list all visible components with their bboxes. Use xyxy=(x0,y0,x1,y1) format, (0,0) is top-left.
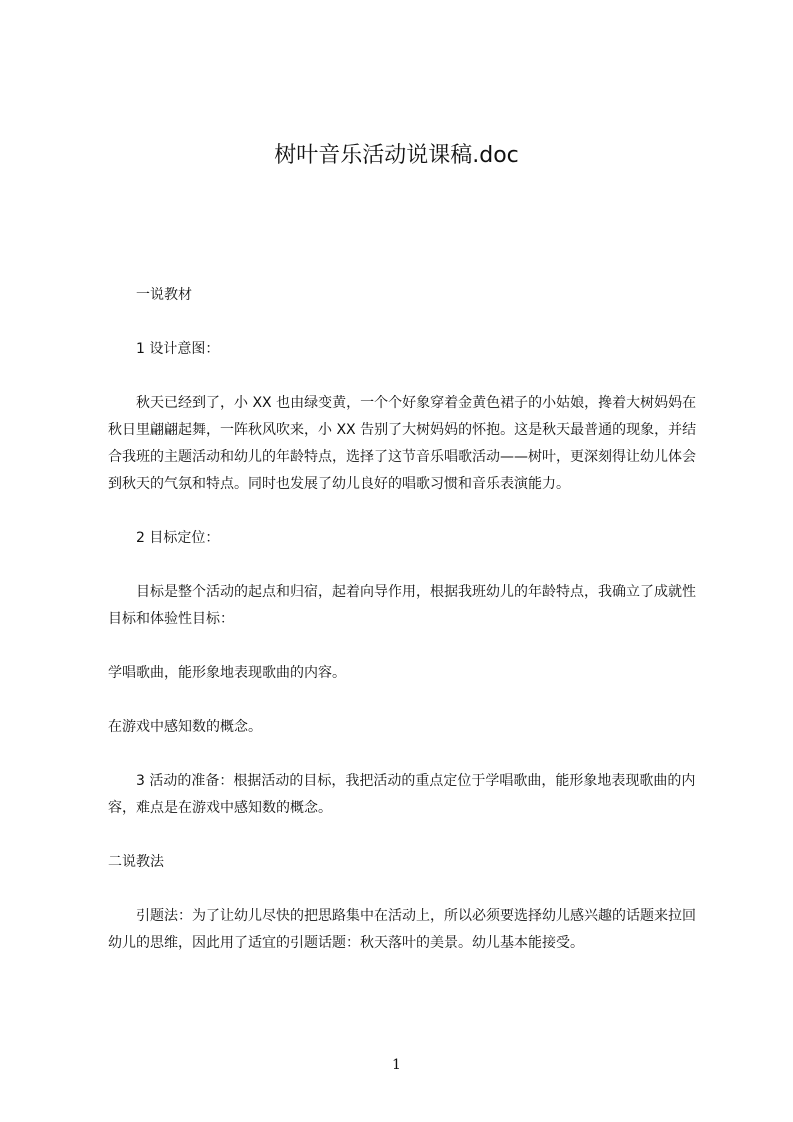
paragraph-intro-method: 引题法：为了让幼儿尽快的把思路集中在活动上，所以必须要选择幼儿感兴趣的话题来拉回幼儿的思维，因此用了适宜的引题话题：秋天落叶的美景。幼儿基本能接受。 xyxy=(108,908,696,951)
paragraph-design-intent: 秋天已经到了，小 XX 也由绿变黄，一个个好象穿着金黄色裙子的小姑娘，搀着大树妈妈在秋日里翩翩起舞，一阵秋风吹来，小 XX 告别了大树妈妈的怀抱。这是秋天最普通的现象，并结合我班的主题活动和幼儿的年龄特点，选择了这节音乐唱歌活动——树叶，更深刻得让幼儿体会到秋天的气氛和特点。同时也发展了幼儿良好的唱歌习惯和音乐表演能力。 xyxy=(108,395,697,492)
paragraph-preparation: 3 活动的准备：根据活动的目标，我把活动的重点定位于学唱歌曲，能形象地表现歌曲的内容，难点是在游戏中感知数的概念。 xyxy=(108,773,696,816)
subheading-design-intent: 1 设计意图： xyxy=(136,341,220,357)
goal-item-number-concept: 在游戏中感知数的概念。 xyxy=(108,719,262,735)
section-heading-teaching-material: 一说教材 xyxy=(136,287,192,303)
document-body xyxy=(108,282,703,984)
goal-item-singing: 学唱歌曲，能形象地表现歌曲的内容。 xyxy=(108,665,346,681)
subheading-goal: 2 目标定位： xyxy=(136,530,220,546)
paragraph-goal: 目标是整个活动的起点和归宿，起着向导作用，根据我班幼儿的年龄特点，我确立了成就性目标和体验性目标： xyxy=(108,584,696,627)
document-title: 树叶音乐活动说课稿.doc xyxy=(274,143,519,168)
page-number: 1 xyxy=(392,1057,401,1073)
section-heading-teaching-method: 二说教法 xyxy=(108,854,164,870)
